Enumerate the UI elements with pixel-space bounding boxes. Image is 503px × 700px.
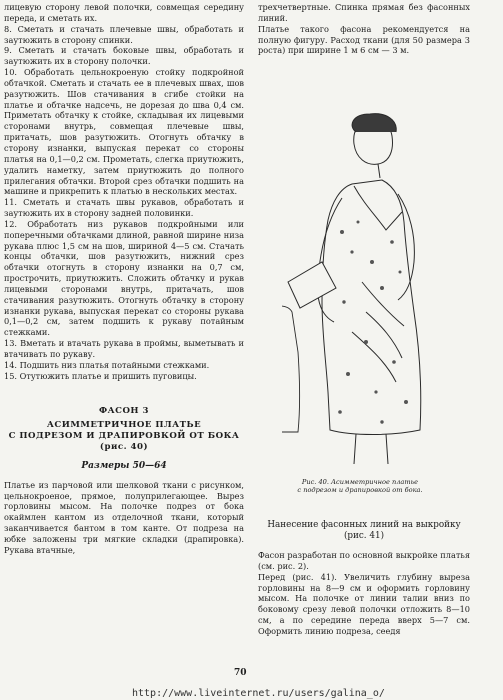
section-subtitle: АСИММЕТРИЧНОЕ ПЛАТЬЕ — [46, 420, 202, 431]
text-block: 8. Сметать и стачать плечевые швы, обработать и заутюжить в сторону спинки. — [4, 23, 244, 45]
text-block: Фасон разработан по основной выкройке платья (см. рис. 2). — [258, 550, 470, 571]
text-block: лицевую сторону левой полочки, совмещая середину переда, и сметать их. — [4, 2, 244, 23]
text-block: Перед (рис. 41). Увеличить глубину выреза горловины на 8—9 см и оформить горловину мысом. На полочке от линии талии вниз по боковому срезу левой полочки отложить 8—10 см, а по середине переда вверх 5—7 см. Оформить линию подреза, сеедя — [258, 571, 470, 636]
text-block: 10. Обработать цельнокроеную стойку подкройной обтачкой. Сметать и стачать ее в плечевых швах, шов разутюжить. Шов стачивания в сгибе стойки на платье и обтачке надсечь, не дорезая до шва 0,4 см. Приметать обтачку к стойке, складывая их лицевыми сторонами внутрь, совмещая плечевые швы, притачать, шов разутюжить. Отогнуть обтачку в сторону изнанки, выпуская перекат со стороны платья на 0,1—0,2 см. Прометать, слегка приутюжить, удалить наметку, затем приутюжить до полного прилегания обтачки. Второй срез обтачки подшить на машине и прикрепить к платью в нескольких местах. — [4, 67, 244, 197]
right-column — [258, 2, 470, 56]
subheading: Нанесение фасонных линий на выкройку (рис. 41) — [267, 520, 461, 541]
text-block: 15. Отутюжить платье и пришить пуговицы. — [4, 370, 197, 381]
sizes-heading: Размеры 50—64 — [81, 460, 167, 471]
text-block: 11. Сметать и стачать швы рукавов, обработать и заутюжить их в сторону задней половинки. — [4, 197, 244, 219]
dress-illustration — [282, 112, 472, 472]
left-column — [4, 2, 244, 556]
figure-caption: Рис. 40. Асимметричное платье с подрезом и драпировкой от бока. — [297, 478, 423, 494]
text-block: Платье такого фасона рекомендуется на полную фигуру. Расход ткани (для 50 размера 3 роста) при ширине 1 м 6 см — 3 м. — [258, 23, 470, 56]
text-block: Платье из парчовой или шелковой ткани с рисунком, цельнокроеное, прямое, полуприлегающее. Вырез горловины мысом. На полочке подрез от бока окаймлен кантом из отделочной ткани, который заканчивается бантом в том канте. От подреза на юбке заложены три мягкие складки (драпировка). Рукава втачные, — [4, 479, 244, 555]
text-block: трехчетвертные. Спинка прямая без фасонных линий. — [258, 2, 470, 23]
right-column-lower — [258, 520, 470, 637]
text-block: 13. Вметать и втачать рукава в проймы, выметывать и втачивать по рукаву. — [4, 338, 244, 359]
text-block: 12. Обработать низ рукавов подкройными или поперечными обтачками длиной, равной ширине низа рукава плюс 1,5 см на шов, шириной 4—5 см. Стачать концы обтачки, шов разутюжить, нижний срез обтачки отогнуть в сторону изнанки на 0,7 см, прострочить, приутюжить. Сложить обтачку и рукав лицевыми сторонами внутрь, притачать, шов стачивания разутюжить. Отогнуть обтачку в сторону изнанки рукава, выпуская перекат со стороны рукава 0,1—0,2 см, затем подшить к рукаву потайным стежками. — [4, 218, 244, 338]
source-url: http://www.liveinternet.ru/users/galina_o/ — [132, 688, 385, 699]
page-number: 70 — [234, 668, 247, 678]
text-block: 14. Подшить низ платья потайными стежками. — [4, 359, 210, 370]
section-subtitle: С ПОДРЕЗОМ И ДРАПИРОВКОЙ ОТ БОКА (рис. 40) — [8, 431, 240, 453]
section-title: ФАСОН 3 — [98, 405, 150, 416]
text-block: 9. Сметать и стачать боковые швы, обработать и заутюжить их в сторону полочки. — [4, 45, 244, 67]
